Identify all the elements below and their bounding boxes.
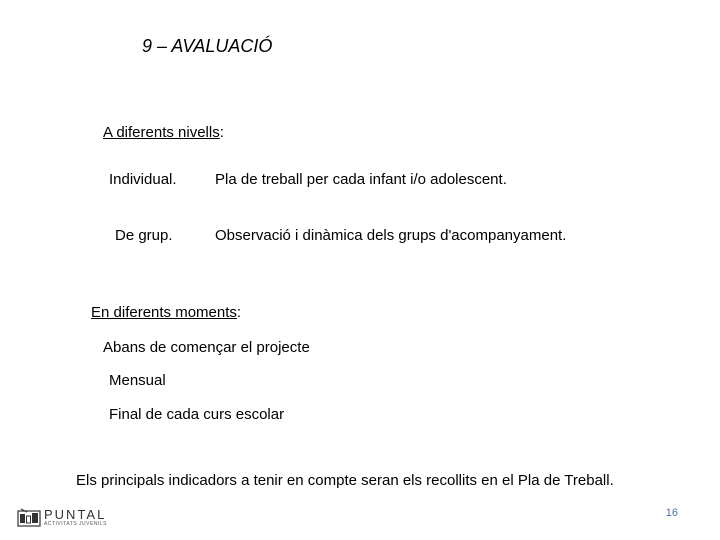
moment-item: Abans de començar el projecte [103, 339, 310, 356]
puntal-logo-icon [17, 508, 41, 528]
logo-tagline: ACTIVITATS JUVENILS [44, 521, 107, 527]
levels-heading-colon: : [219, 124, 224, 141]
page-number: 16 [665, 507, 678, 519]
moment-item: Final de cada curs escolar [109, 406, 285, 423]
moments-heading-text: En diferents moments [91, 304, 237, 321]
moments-heading-colon: : [236, 304, 242, 321]
moments-heading [91, 304, 241, 321]
levels-heading [103, 124, 224, 141]
level-label-individual: Individual. [109, 171, 177, 188]
slide-title: 9 – AVALUACIÓ [142, 36, 273, 56]
puntal-logo [17, 508, 107, 528]
indicators-note: Els principals indicadors a tenir en compte seran els recollits en el Pla de Treball. [76, 472, 614, 489]
logo-name: PUNTAL [44, 507, 107, 522]
level-label-group: De grup. [115, 227, 173, 244]
logo-words [44, 508, 107, 527]
levels-heading-text: A diferents nivells [103, 124, 220, 141]
moment-item: Mensual [109, 372, 166, 389]
level-value-group: Observació i dinàmica dels grups d'acompanyament. [215, 227, 567, 244]
level-value-individual: Pla de treball per cada infant i/o adolescent. [215, 171, 507, 188]
